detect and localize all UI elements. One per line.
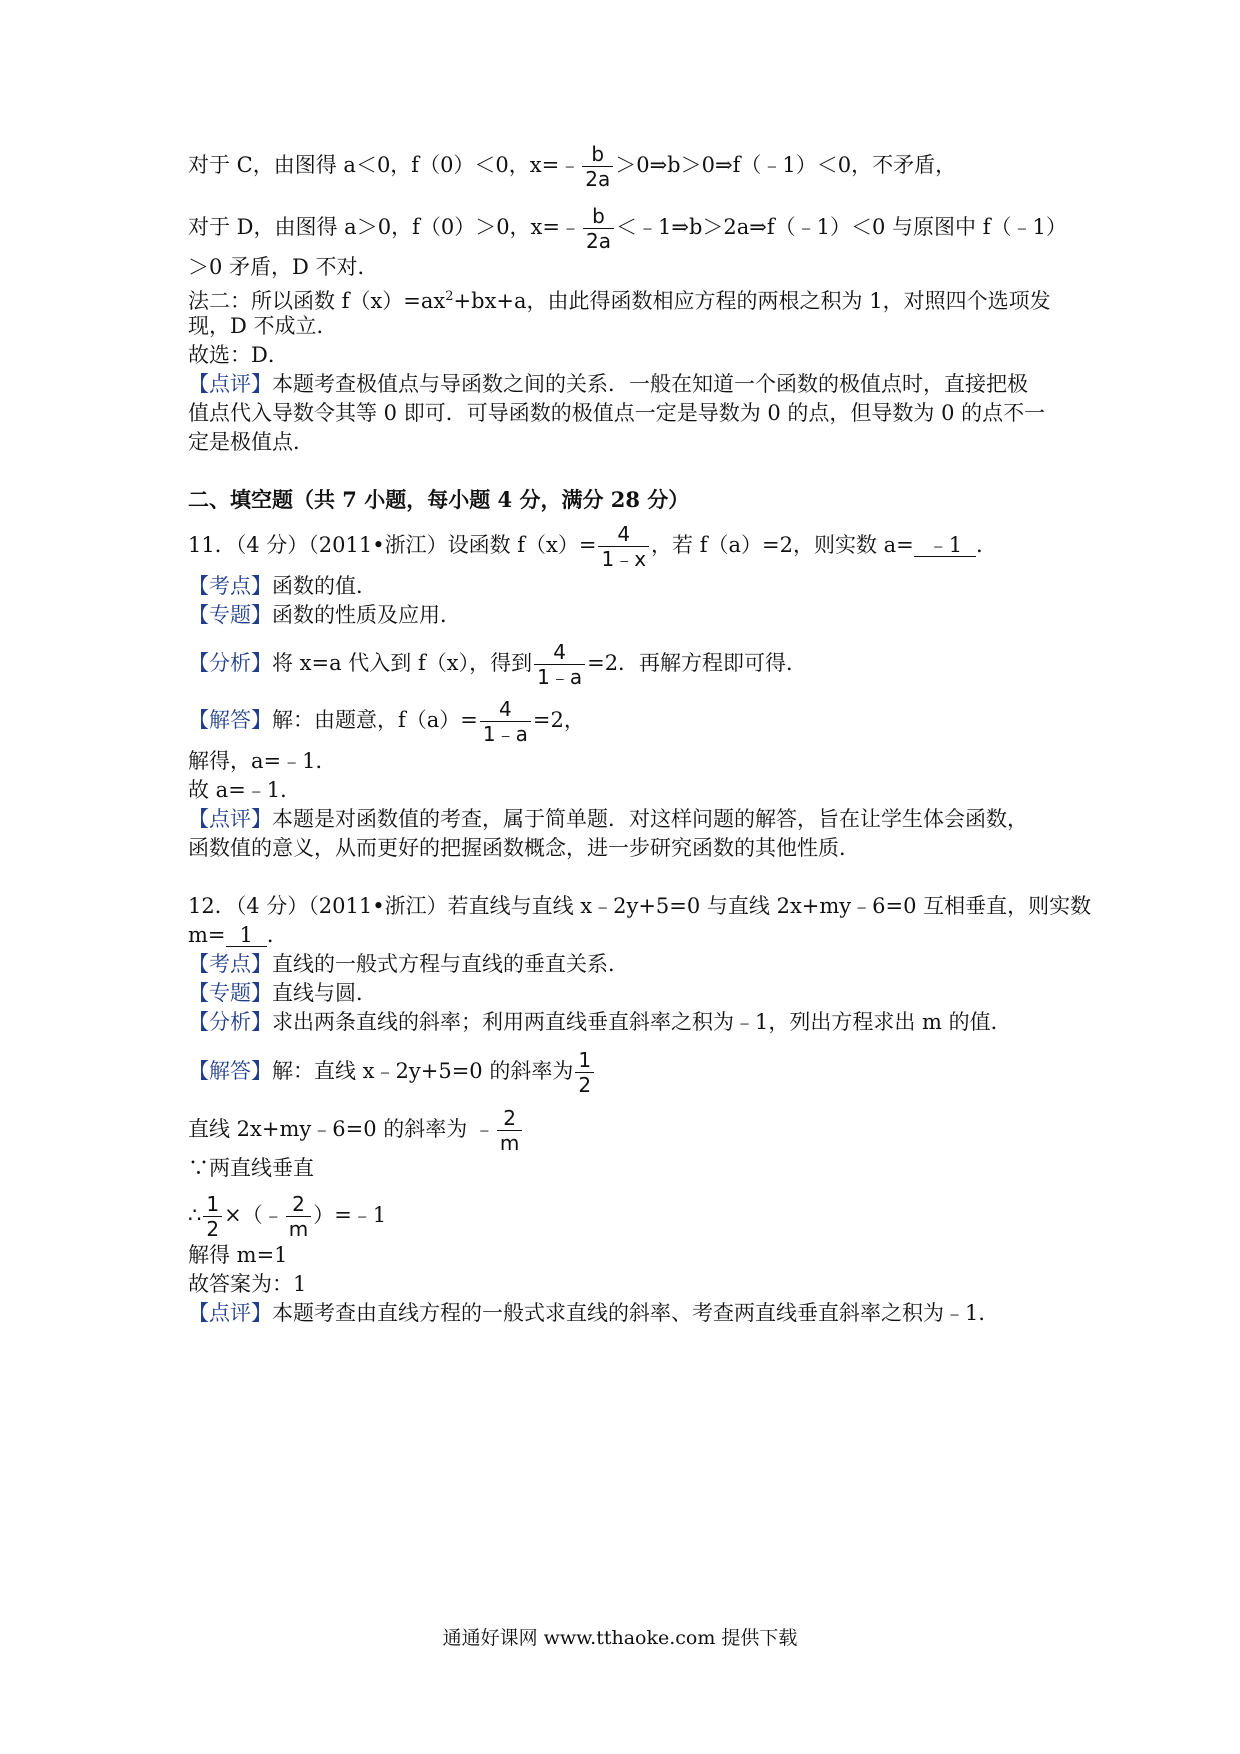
q12-because: ∵两直线垂直 (188, 1156, 314, 1180)
option-d-analysis-cont: ＞0 矛盾，D 不对． (188, 255, 379, 279)
q11-zhuanti: 【专题】函数的性质及应用． (188, 603, 461, 627)
review-line-2: 值点代入导数令其等 0 即可．可导函数的极值点一定是导数为 0 的点，但导数为 0 的点不一 (188, 401, 1046, 425)
fraction: $\frac{4}{1﹣a}$ (534, 640, 585, 689)
q11-kaodian: 【考点】函数的值． (188, 574, 377, 598)
q11-review-1: 【点评】本题是对函数值的考查，属于简单题．对这样问题的解答，旨在让学生体会函数， (188, 807, 1028, 831)
q12-zhuanti: 【专题】直线与圆． (188, 981, 377, 1005)
q12-slope-line: 直线 2x+my﹣6=0 的斜率为 ﹣ $\frac{2}{m}$ (188, 1106, 524, 1155)
q12-stem-1: 12．（4 分）（2011•浙江）若直线与直线 x﹣2y+5=0 与直线 2x+my﹣6=0 互相垂直，则实数 (188, 894, 1092, 918)
fraction: $\frac{1}{2}$ (575, 1048, 594, 1097)
fraction: $\frac{1}{2}$ (203, 1192, 222, 1241)
fraction: $\frac{b}{2a}$ (583, 204, 614, 253)
q12-therefore: ∴ $\frac{1}{2}$ ×（﹣ $\frac{2}{m}$ ）=﹣1 (188, 1192, 387, 1241)
fraction: $\frac{4}{1﹣a}$ (480, 697, 531, 746)
q12-stem-2: m= 1 ． (188, 923, 288, 947)
fraction: $\frac{2}{m}$ (286, 1192, 311, 1241)
q11-stem: 11．（4 分）（2011•浙江）设函数 f（x）= $\frac{4}{1﹣x}$ ，若 f（a）=2，则实数 a= ﹣1 ． (188, 522, 998, 571)
page-footer: 通通好课网 www.tthaoke.com 提供下载 (442, 1627, 798, 1649)
q11-jieda: 【解答】解：由题意，f（a）= $\frac{4}{1﹣a}$ =2， (188, 697, 585, 746)
method-two: 法二：所以函数 $f(x)=ax^2+bx+a$，由此得函数相应方程的两根之积为 1，对照四个选项发 (188, 289, 1051, 313)
q11-answer-blank: ﹣1 (914, 534, 976, 557)
option-c-analysis: 对于 C，由图得 a＜0，f（0）＜0，x=﹣ $\frac{b}{2a}$ ＞0⇒b＞0⇒f（﹣1）＜0，不矛盾， (188, 142, 957, 191)
q12-solve: 解得 m=1 (188, 1243, 288, 1267)
q11-so: 故 a=﹣1． (188, 778, 302, 802)
q11-fenxi: 【分析】将 x=a 代入到 f（x），得到 $\frac{4}{1﹣a}$ =2．再解方程即可得． (188, 640, 808, 689)
q11-solve: 解得，a=﹣1． (188, 749, 337, 773)
q11-review-2: 函数值的意义，从而更好的把握函数概念，进一步研究函数的其他性质． (188, 836, 860, 860)
fraction: $\frac{4}{1﹣x}$ (598, 522, 649, 571)
q12-fenxi: 【分析】求出两条直线的斜率；利用两直线垂直斜率之积为﹣1，列出方程求出 m 的值． (188, 1010, 1012, 1034)
review-line-3: 定是极值点． (188, 430, 314, 454)
review-tag: 【点评】 (188, 372, 272, 396)
q12-answer-line: 故答案为：1 (188, 1272, 307, 1296)
q12-jieda: 【解答】解：直线 x﹣2y+5=0 的斜率为 $\frac{1}{2}$ (188, 1048, 596, 1097)
fraction: $\frac{2}{m}$ (497, 1106, 522, 1155)
q12-answer-blank: 1 (226, 924, 267, 947)
q12-kaodian: 【考点】直线的一般式方程与直线的垂直关系． (188, 952, 629, 976)
choice-line: 故选：D． (188, 343, 289, 367)
section-heading: 二、填空题（共 7 小题，每小题 4 分，满分 28 分） (188, 487, 690, 512)
method-two-cont: 现，D 不成立． (188, 314, 338, 338)
q12-review: 【点评】本题考查由直线方程的一般式求直线的斜率、考查两直线垂直斜率之积为﹣1． (188, 1301, 1000, 1325)
option-d-analysis: 对于 D，由图得 a＞0，f（0）＞0，x=﹣ $\frac{b}{2a}$ ＜﹣1⇒b＞2a⇒f（﹣1）＜0 与原图中 f（﹣1） (188, 204, 1067, 253)
fraction: $\frac{b}{2a}$ (582, 142, 613, 191)
review-line-1: 【点评】本题考查极值点与导函数之间的关系．一般在知道一个函数的极值点时，直接把极 (188, 372, 1028, 396)
